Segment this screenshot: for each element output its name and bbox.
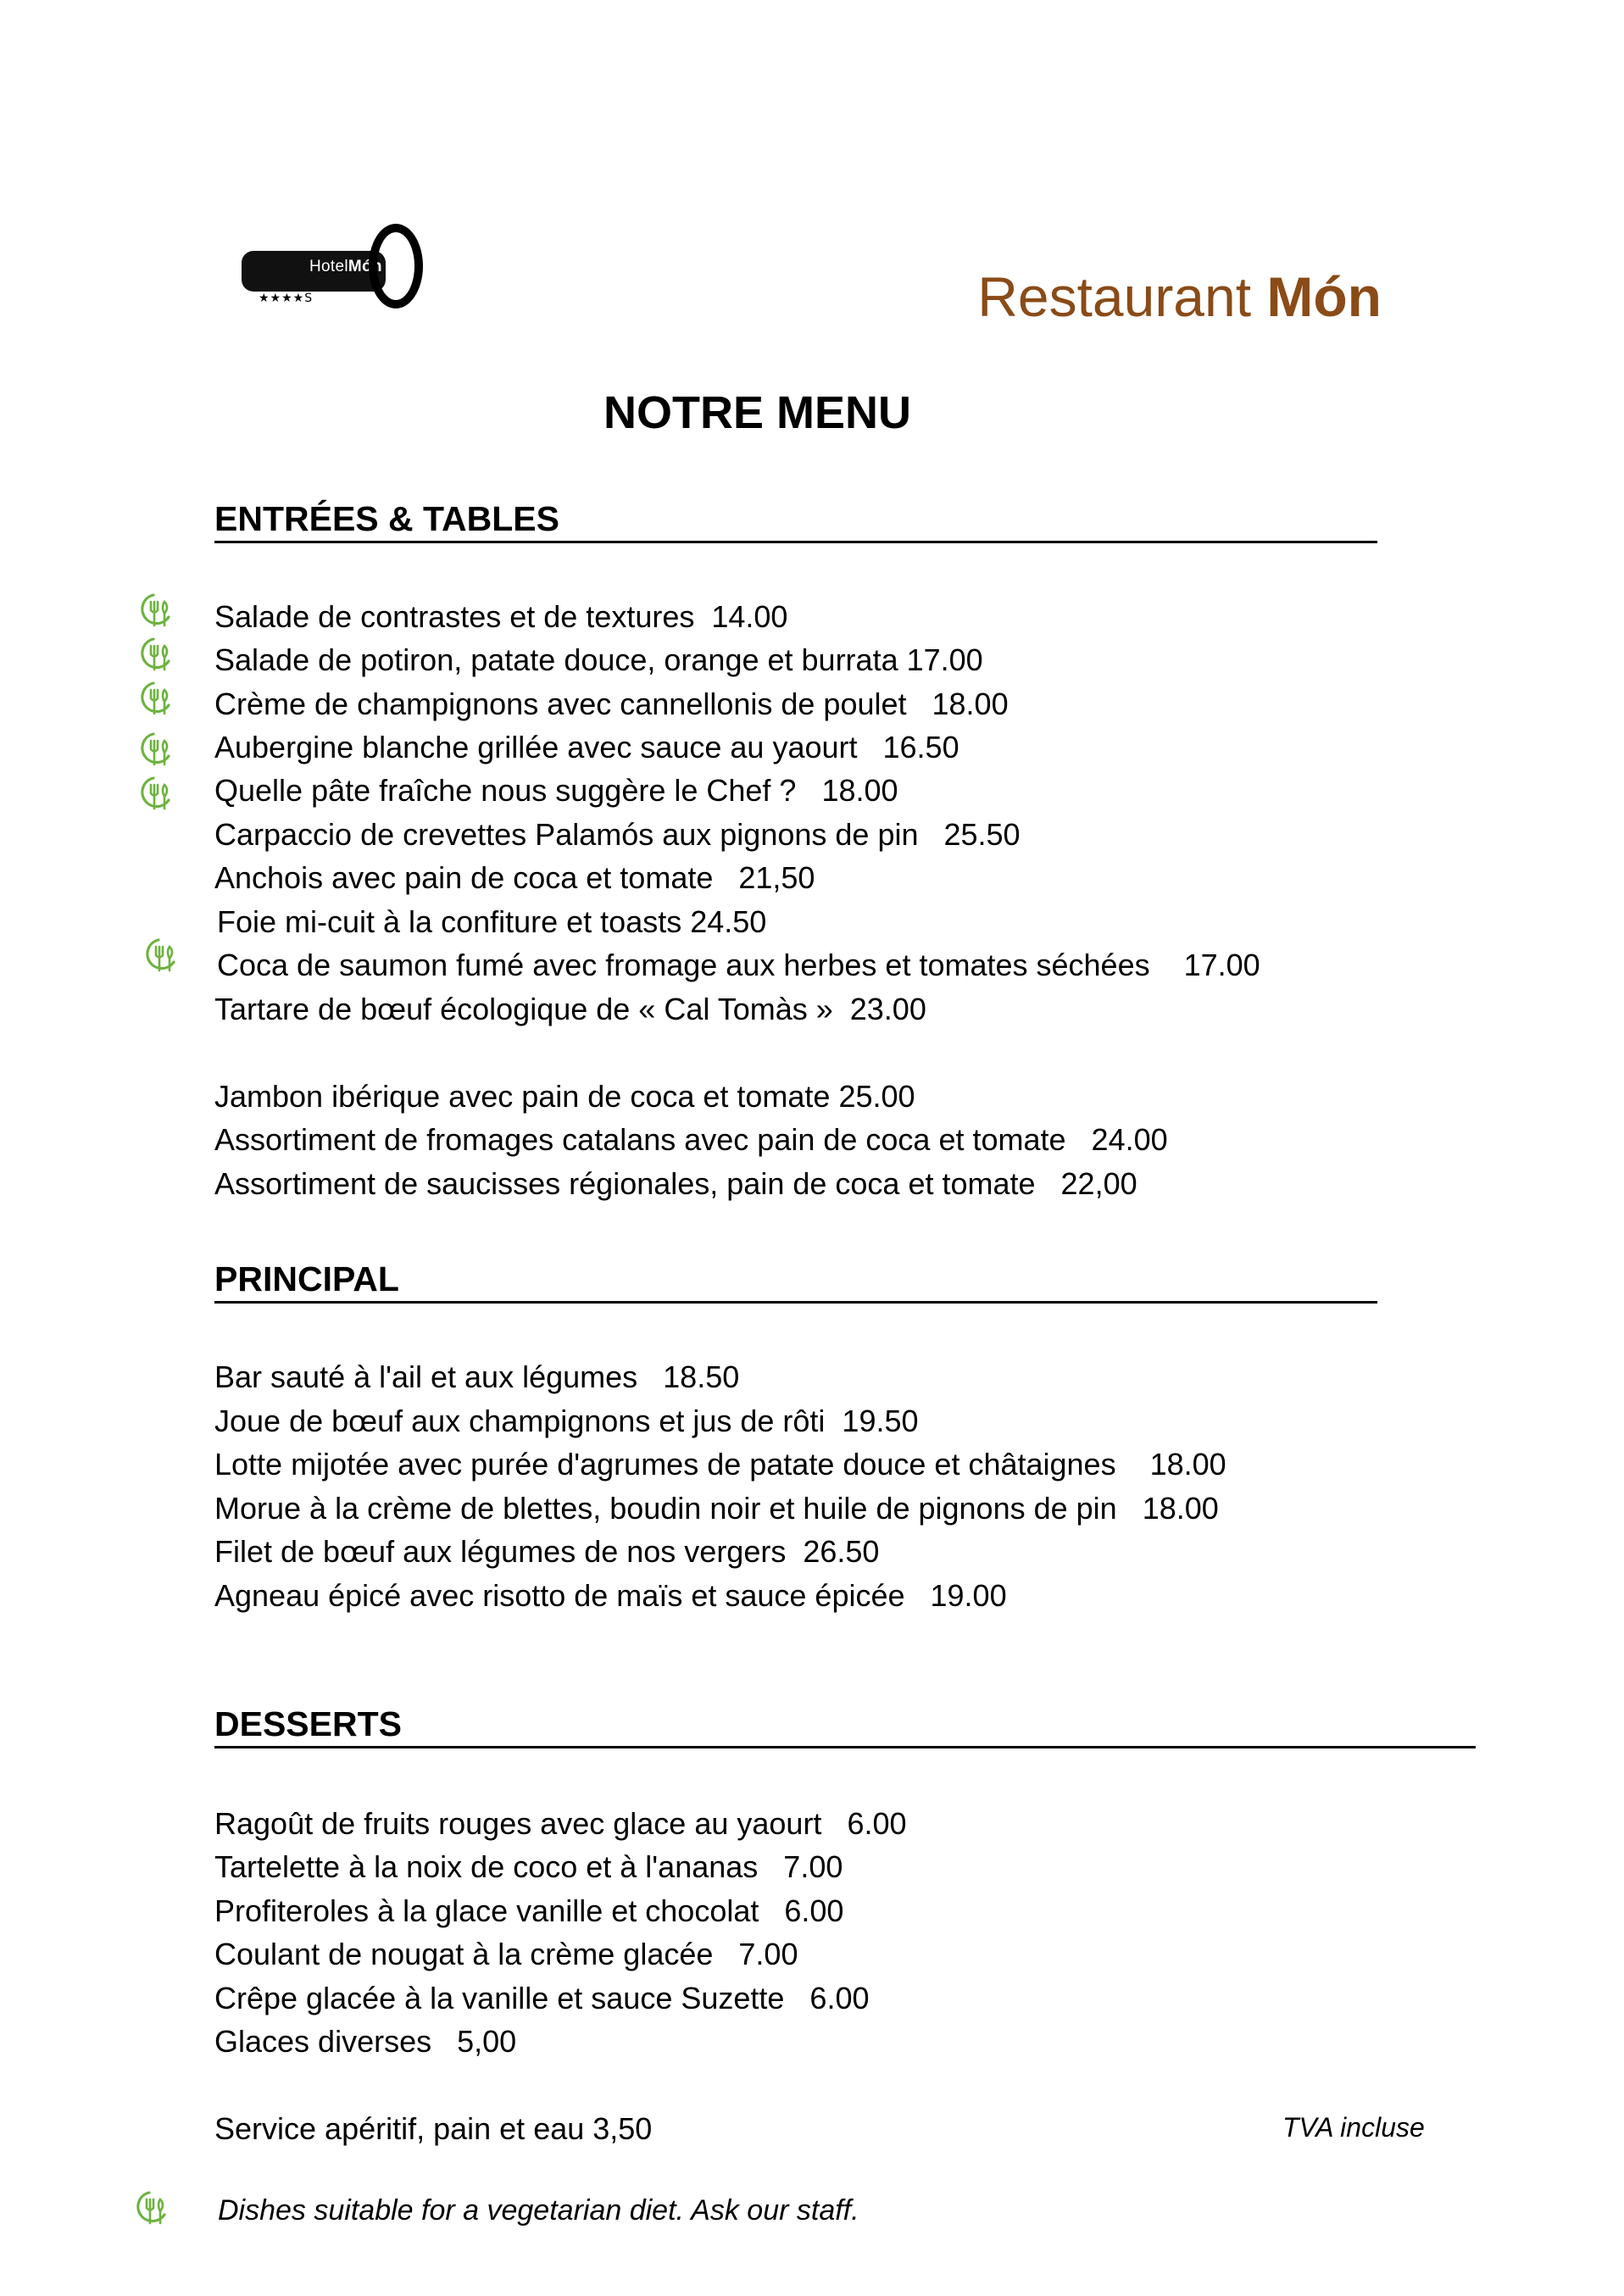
menu-item: Anchois avec pain de coca et tomate 21,50 xyxy=(214,860,815,895)
menu-item: Agneau épicé avec risotto de maïs et sauce épicée 19.00 xyxy=(214,1578,1007,1613)
menu-item: Profiteroles à la glace vanille et chocolat 6.00 xyxy=(214,1893,844,1928)
menu-item: Coulant de nougat à la crème glacée 7.00 xyxy=(214,1937,798,1971)
vegetarian-icon xyxy=(138,636,175,675)
menu-item: Aubergine blanche grillée avec sauce au yaourt 16.50 xyxy=(214,730,959,764)
tva-note: TVA incluse xyxy=(1282,2112,1425,2143)
section-heading-desserts: DESSERTS xyxy=(214,1704,1476,1748)
vegetarian-icon xyxy=(138,680,175,719)
vegetarian-icon xyxy=(138,775,175,814)
menu-item: Joue de bœuf aux champignons et jus de rôti 19.50 xyxy=(214,1404,919,1438)
vegetarian-icon xyxy=(138,592,175,631)
menu-item: Quelle pâte fraîche nous suggère le Chef ? 18.00 xyxy=(214,773,898,808)
logo-mon-text: Món xyxy=(348,258,382,275)
vegetarian-icon xyxy=(134,2189,171,2228)
restaurant-name-bold: Món xyxy=(1266,265,1382,328)
restaurant-prefix: Restaurant xyxy=(977,265,1267,328)
menu-item: Carpaccio de crevettes Palamós aux pignons de pin 25.50 xyxy=(214,817,1021,852)
vegetarian-icon xyxy=(143,937,181,976)
menu-item: Assortiment de fromages catalans avec pain de coca et tomate 24.00 xyxy=(214,1122,1168,1157)
menu-item: Assortiment de saucisses régionales, pain de coca et tomate 22,00 xyxy=(214,1166,1137,1201)
menu-item: Coca de saumon fumé avec fromage aux herbes et tomates séchées 17.00 xyxy=(217,948,1260,982)
logo-hotel-text: Hotel xyxy=(309,258,348,275)
menu-item: Tartelette à la noix de coco et à l'ananas 7.00 xyxy=(214,1849,843,1884)
menu-item: Crêpe glacée à la vanille et sauce Suzette 6.00 xyxy=(214,1981,870,2015)
service-note: Service apéritif, pain et eau 3,50 xyxy=(214,2111,653,2146)
menu-item: Morue à la crème de blettes, boudin noir et huile de pignons de pin 18.00 xyxy=(214,1491,1219,1526)
menu-item: Foie mi-cuit à la confiture et toasts 24.50 xyxy=(217,904,767,939)
logo-ring xyxy=(369,224,423,309)
menu-item: Ragoût de fruits rouges avec glace au yaourt 6.00 xyxy=(214,1806,907,1841)
menu-item: Tartare de bœuf écologique de « Cal Tomàs » 23.00 xyxy=(214,992,926,1026)
section-heading-principal: PRINCIPAL xyxy=(214,1259,1377,1304)
menu-item: Filet de bœuf aux légumes de nos vergers 26.50 xyxy=(214,1534,880,1569)
hotel-logo xyxy=(242,224,445,322)
vegetarian-note: Dishes suitable for a vegetarian diet. Ask our staff. xyxy=(218,2194,859,2227)
menu-item: Salade de potiron, patate douce, orange et burrata 17.00 xyxy=(214,642,983,677)
menu-item: Lotte mijotée avec purée d'agrumes de patate douce et châtaignes 18.00 xyxy=(214,1447,1226,1482)
restaurant-name xyxy=(977,264,1382,329)
menu-item: Jambon ibérique avec pain de coca et tomate 25.00 xyxy=(214,1079,915,1114)
menu-item: Bar sauté à l'ail et aux légumes 18.50 xyxy=(214,1359,740,1394)
page-title: NOTRE MENU xyxy=(603,387,911,438)
logo-rating: ★★★★S xyxy=(259,292,314,305)
menu-item: Crème de champignons avec cannellonis de poulet 18.00 xyxy=(214,687,1009,721)
menu-item: Glaces diverses 5,00 xyxy=(214,2024,517,2059)
section-heading-entrees: ENTRÉES & TABLES xyxy=(214,498,1377,543)
vegetarian-icon xyxy=(138,731,175,770)
menu-item: Salade de contrastes et de textures 14.00 xyxy=(214,599,788,634)
